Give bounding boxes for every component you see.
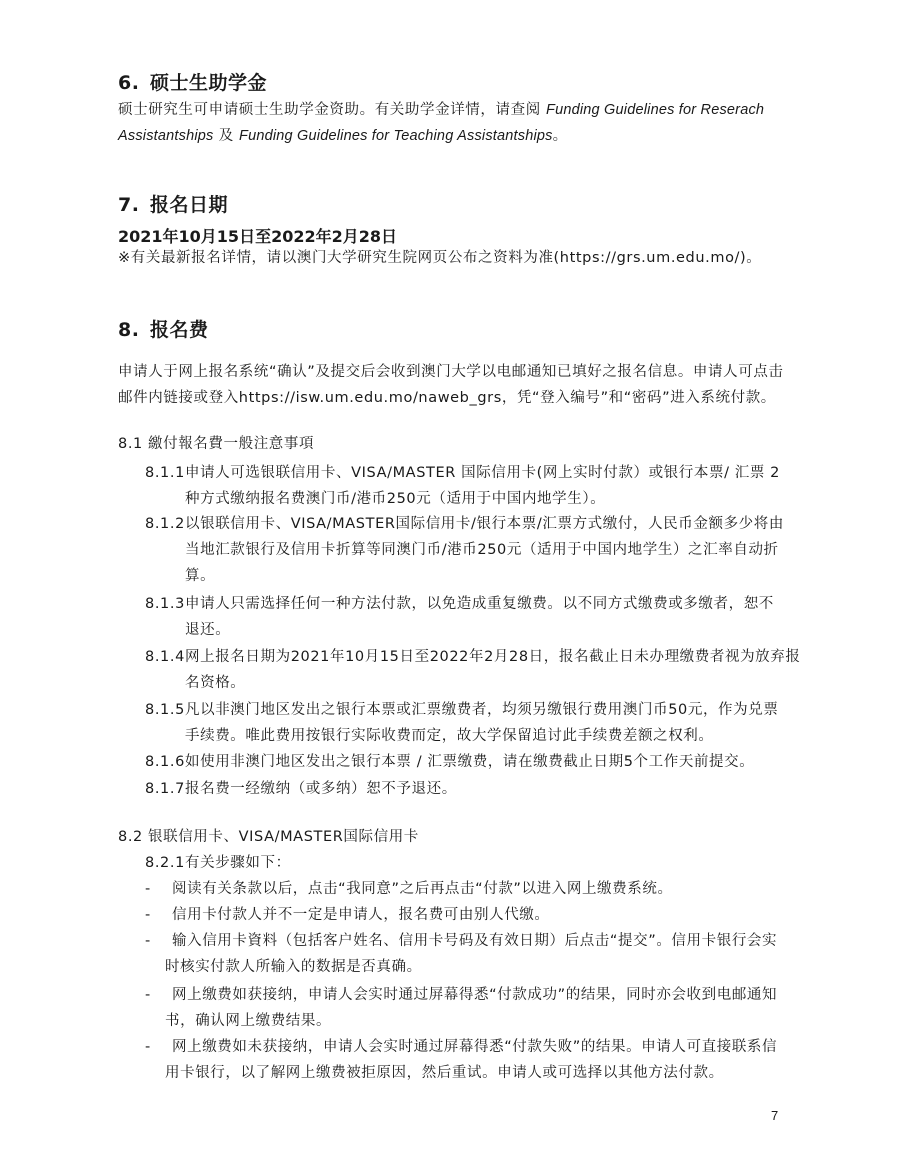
- item-number: 8.1.4: [145, 649, 185, 665]
- section-title: 硕士生助学金: [150, 72, 268, 94]
- item-8-1-3-line-1: [145, 594, 774, 614]
- section-8-intro-line-2: 邮件内链接或登入https://isw.um.edu.mo/naweb_grs，凭“登入编号”和“密码”进入系统付款。: [118, 390, 776, 406]
- item-number: 8.1.3: [145, 596, 185, 612]
- subsection-title: 银联信用卡、VISA/MASTER国际信用卡: [148, 829, 419, 845]
- bullet-text: 网上缴费如获接纳，申请人会实时通过屏幕得悉“付款成功”的结果，同时亦会收到电邮通知: [172, 987, 778, 1003]
- item-text: 以银联信用卡、VISA/MASTER国际信用卡/银行本票/汇票方式缴付，人民币金额多少将由: [185, 516, 784, 532]
- item-8-1-2-line-2: 当地汇款银行及信用卡折算等同澳门币/港币250元（适用于中国内地学生）之汇率自动折: [185, 542, 779, 558]
- bullet-item-4-line-1: [145, 985, 777, 1005]
- application-note: ※有关最新报名详情，请以澳门大学研究生院网页公布之资料为准(https://grs.um.edu.mo/)。: [118, 250, 762, 266]
- item-8-1-5-line-2: 手续费。唯此费用按银行实际收费而定，故大学保留追讨此手续费差额之权利。: [185, 728, 714, 744]
- item-8-1-2-line-1: [145, 514, 784, 534]
- bullet-item-2-line-1: [145, 905, 550, 925]
- bullet-item-5-line-1: [145, 1037, 777, 1057]
- item-number: 8.1.6: [145, 754, 185, 770]
- bullet-item-3-line-2: 时核实付款人所输入的数据是否真确。: [165, 959, 422, 975]
- item-8-1-4-line-1: [145, 647, 800, 667]
- subsection-8-1-heading: [118, 434, 314, 454]
- funding-guidelines-ra-title: Funding Guidelines for Reserach: [546, 102, 765, 118]
- section-8-heading: [118, 315, 209, 342]
- bullet-item-4-line-2: 书，确认网上缴费结果。: [165, 1013, 332, 1029]
- item-text: 网上报名日期为2021年10月15日至2022年2月28日，报名截止日未办理缴费者视为放弃报: [185, 649, 801, 665]
- item-text: 如使用非澳门地区发出之银行本票 / 汇票缴费，请在缴费截止日期5个工作天前提交。: [185, 754, 755, 770]
- bullet-item-5-line-2: 用卡银行，以了解网上缴费被拒原因，然后重试。申请人或可选择以其他方法付款。: [165, 1065, 724, 1081]
- item-8-1-1-line-1: [145, 463, 780, 483]
- subsection-number: 8.2: [118, 829, 143, 845]
- bullet-text: 信用卡付款人并不一定是申请人，报名费可由别人代缴。: [172, 907, 550, 923]
- section-title: 报名日期: [150, 194, 229, 216]
- funding-guidelines-ta-title: Funding Guidelines for Teaching Assistantships: [239, 128, 553, 144]
- dash-marker: -: [145, 933, 151, 949]
- page-number: 7: [771, 1108, 779, 1123]
- section-number: 7.: [118, 194, 140, 216]
- item-8-1-4-line-2: 名资格。: [185, 675, 246, 691]
- section-title: 报名费: [150, 319, 209, 341]
- subsection-8-2-heading: [118, 827, 419, 847]
- item-8-1-5-line-1: [145, 700, 778, 720]
- item-number: 8.1.1: [145, 465, 185, 481]
- conjunction-text: 及: [213, 128, 240, 144]
- item-number: 8.1.2: [145, 516, 185, 532]
- item-8-1-6-line-1: [145, 752, 754, 772]
- assistantships-text: Assistantships: [118, 128, 214, 144]
- item-text: 报名费一经缴纳（或多纳）恕不予退还。: [185, 781, 457, 797]
- item-number: 8.1.5: [145, 702, 185, 718]
- subsection-title: 繳付報名費一般注意事項: [148, 436, 315, 452]
- paragraph-text: 硕士研究生可申请硕士生助学金资助。有关助学金详情，请查阅: [118, 102, 547, 118]
- step-8-2-1-heading: [145, 853, 291, 873]
- item-8-1-1-line-2: 种方式缴纳报名费澳门币/港币250元（适用于中国内地学生）。: [185, 491, 606, 507]
- item-text: 凡以非澳门地区发出之银行本票或汇票缴费者，均须另缴银行费用澳门币50元，作为兑票: [185, 702, 779, 718]
- item-text: 申请人只需选择任何一种方法付款，以免造成重复缴费。以不同方式缴费或多缴者，恕不: [185, 596, 774, 612]
- dash-marker: -: [145, 987, 151, 1003]
- section-6-paragraph-line-1: [118, 100, 764, 120]
- period-text: 。: [552, 128, 568, 144]
- bullet-text: 网上缴费如未获接纳，申请人会实时通过屏幕得悉“付款失败”的结果。申请人可直接联系信: [172, 1039, 778, 1055]
- dash-marker: -: [145, 907, 151, 923]
- bullet-text: 输入信用卡資料（包括客户姓名、信用卡号码及有效日期）后点击“提交”。信用卡银行会实: [172, 933, 778, 949]
- section-number: 8.: [118, 319, 140, 341]
- bullet-text: 阅读有关条款以后，点击“我同意”之后再点击“付款”以进入网上缴费系统。: [172, 881, 673, 897]
- step-title: 有关步骤如下：: [185, 855, 291, 871]
- section-number: 6.: [118, 72, 140, 94]
- subsection-number: 8.1: [118, 436, 143, 452]
- section-6-heading: [118, 68, 267, 95]
- section-6-paragraph-line-2: [118, 126, 568, 146]
- item-text: 申请人可选银联信用卡、VISA/MASTER 国际信用卡(网上实时付款）或银行本票/ 汇票 2: [185, 465, 780, 481]
- dash-marker: -: [145, 881, 151, 897]
- item-number: 8.2.1: [145, 855, 185, 871]
- item-8-1-3-line-2: 退还。: [185, 622, 231, 638]
- section-7-heading: [118, 190, 228, 217]
- item-8-1-7-line-1: [145, 779, 457, 799]
- application-date-range: 2021年10月15日至2022年2月28日: [118, 227, 397, 246]
- section-8-intro-line-1: 申请人于网上报名系统“确认”及提交后会收到澳门大学以电邮通知已填好之报名信息。申请人可点击: [118, 364, 784, 380]
- item-8-1-2-line-3: 算。: [185, 568, 216, 584]
- dash-marker: -: [145, 1039, 151, 1055]
- bullet-item-1-line-1: [145, 879, 673, 899]
- item-number: 8.1.7: [145, 781, 185, 797]
- bullet-item-3-line-1: [145, 931, 777, 951]
